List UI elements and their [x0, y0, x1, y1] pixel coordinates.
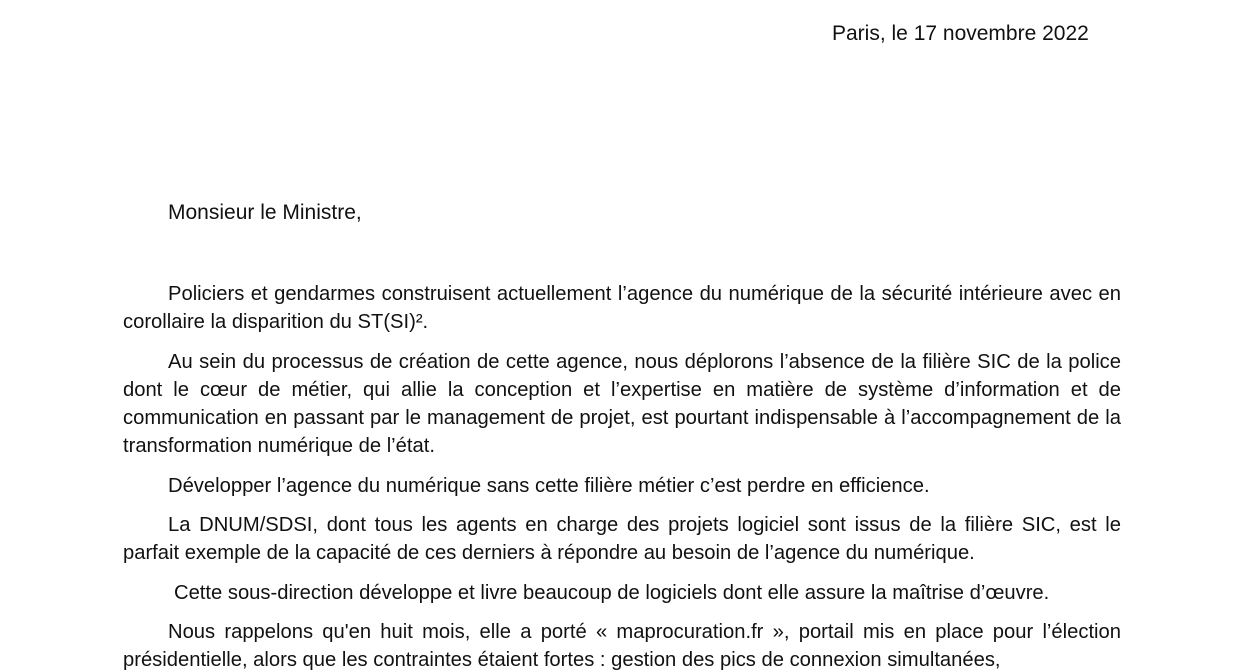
letter-body [123, 280, 1121, 670]
paragraph: Développer l’agence du numérique sans cette filière métier c’est perdre en efficience. [168, 474, 930, 497]
paragraph: Policiers et gendarmes construisent actuellement l’agence du numérique de la sécurité intérieure avec en corollaire la disparition du ST(SI)². [123, 283, 1121, 334]
salutation: Monsieur le Ministre, [168, 201, 362, 224]
paragraph: Cette sous-direction développe et livre beaucoup de logiciels dont elle assure la maîtrise d’œuvre. [174, 581, 1050, 604]
dateline: Paris, le 17 novembre 2022 [832, 22, 1089, 45]
paragraph: Nous rappelons qu'en huit mois, elle a porté « maprocuration.fr », portail mis en place pour l’élection présidentielle, alors que les contraintes étaient fortes : gestion des pics de connexion simultanées, [123, 620, 1121, 670]
paragraph: Au sein du processus de création de cette agence, nous déplorons l’absence de la filière SIC de la police dont le cœur de métier, qui allie la conception et l’expertise en matière de système d’information et de communication en passant par le management de projet, est pourtant indispensable à l’accompagnement de la transformation numérique de l’état. [123, 350, 1121, 458]
paragraph: La DNUM/SDSI, dont tous les agents en charge des projets logiciel sont issus de la filière SIC, est le parfait exemple de la capacité de ces derniers à répondre au besoin de l’agence du numérique. [123, 514, 1121, 565]
